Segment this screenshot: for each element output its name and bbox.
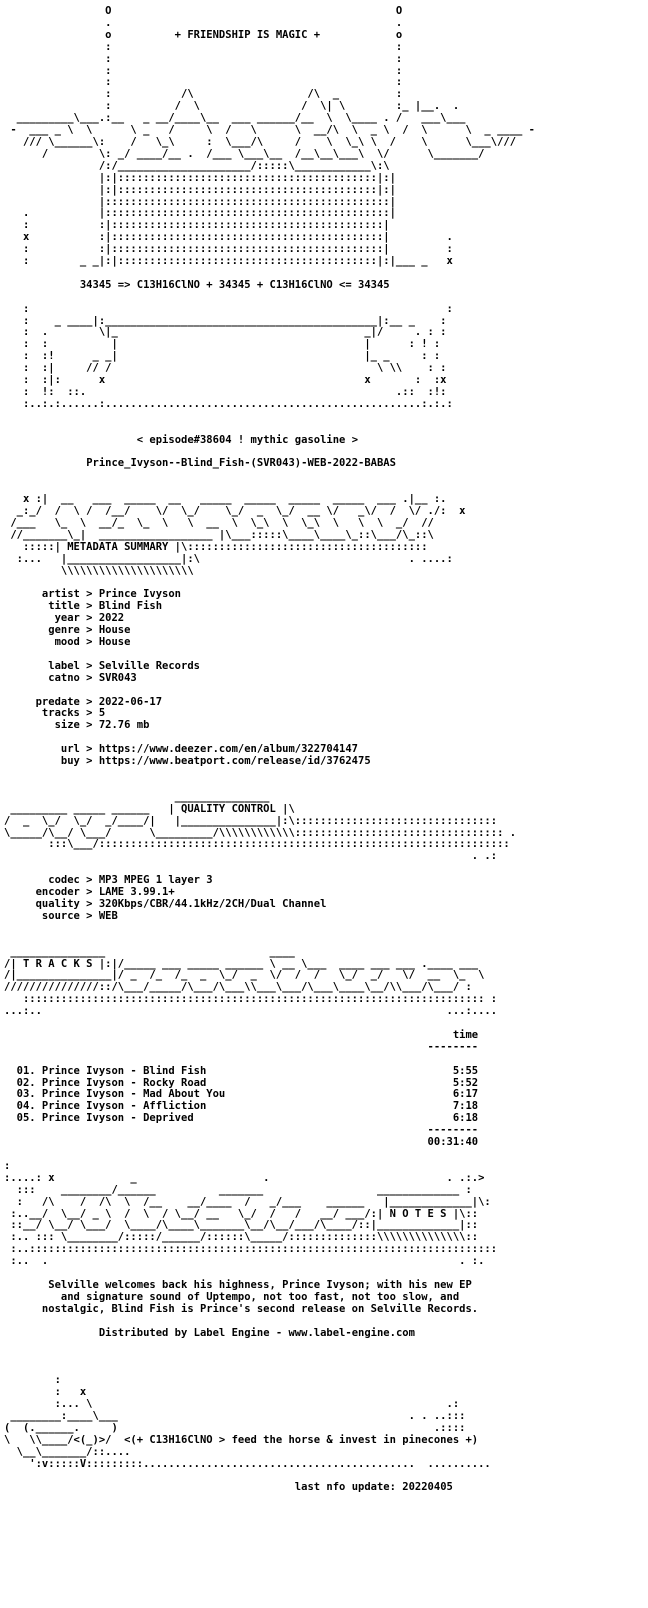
metadata-list: artist > Prince Ivyson title > Blind Fish year > 2022 genre > House mood > House label > Selville Records catno > SVR043 predate > 2022-06-17 tracks > 5 size > 72.76 mb url > https://www.deezer.com/en/album/322704147 buy > https://www.beatport.com/release/id/3762475	[35, 588, 371, 768]
distributed-line: Distributed by Label Engine - www.label-engine.com	[98, 1326, 415, 1339]
notes-text: Selville welcomes back his highness, Prince Ivyson; with his new EP and signature sound of Uptempo, not too fast, not too slow, and nostalgic, Blind Fish is Prince's second release on Selville Records.	[41, 1278, 479, 1315]
footer-tagline: \ \\____/<(_)>/ <(+ C13H16ClNO > feed the horse & invest in pinecones +)	[4, 1433, 479, 1446]
total-rule: --------	[4, 1124, 479, 1137]
last-update: last nfo update: 20220405	[294, 1481, 453, 1494]
footer-ascii-bottom: \__\_______/::.... ':v:::::V:::::::::........................................... ..........	[16, 1445, 491, 1470]
formula-line: 34345 => C13H16ClNO + 34345 + C13H16ClNO <= 34345	[79, 278, 390, 291]
tracks-section-header: _______________ ____ /| T R A C K S |:|/_____ ___ _____ ______ \ __ \___ ____ ___ ___ .____ ___ /|_______________|/ _ /_ /_ _ \_/ _ \/ / / \_/ _/ \/ __ \_ \ ///////////////::/\___/_____/\___/\___\\___\___/\___\____\__/\\___/\___/ : ::::::::::::::::::::::::::::::::::::::::::::::::::::::::::::::::::::::::: : ...:.. ...:....	[4, 945, 498, 1018]
quality-section-header: _______________ _________ _____ ______ | QUALITY CONTROL |\ / _ \_/ \_/ _/____/| |_______________|:\:::::::::::::::::::::::::::::::: \_____/\__/ \___/ \_________/\\\\\\\\\\\\::::::::::::::::::::::::::::::::: . :::\___/::::::::::::::::::::::::::::::::::::::::::::::::::::::::::::::::: . .:	[4, 790, 517, 863]
total-time: 00:31:40	[427, 1136, 479, 1149]
metadata-section-header: x :| __ ___ _____ __ _____ _____ _____ _____ ___ .|__ :. _:_/ / \ / /__/ \/ \_/ \_/ _ \_/ __ \/ _\/ / \/ ./: x /___ \_ \ __/_ \_ \ \ __ \ \_\ \ \_\ \ \ \ _/ // //_______\_| __________________ |\___:::::\____\____\_::\___/\_::\ :::::| METADATA SUMMARY |\:::::::::::::::::::::::::::::::::::::: :... |__________________|:\ . ....: \\\\\\\\\\\\\\\\\\\\\	[10, 493, 466, 577]
banner-ascii-art: O O . . o + FRIENDSHIP IS MAGIC + o : : : : : : : : : /\ /\ _ : : / \ / \| \ :_ |__. . _________\___.:__ _ __/____\__ ___ ______/__ \ \____ . / ___\___ - ___ _ \ \ \ _ / \ / \ \ __/\ \ _ \ / \ \ _ ____ - /// \______\: / \_\ : \___/\ / \ \_\ \ / \ \___\/// / \: _/ ____/__ . /___ \___\__ /__\__\___\ \/ \_______/ /:/_____________________/:::::\____________\:\ |:|:::::::::::::::::::::::::::::::::::::::::|:| |:|:::::::::::::::::::::::::::::::::::::::::|:| |:::::::::::::::::::::::::::::::::::::::::::::| . |:::::::::::::::::::::::::::::::::::::::::::::| : :|:::::::::::::::::::::::::::::::::::::::::::| x :|:::::::::::::::::::::::::::::::::::::::::::| . : :|:::::::::::::::::::::::::::::::::::::::::::| : : _ _|:|:::::::::::::::::::::::::::::::::::::::::|:|___ _ x	[10, 5, 536, 268]
track-list: 01. Prince Ivyson - Blind Fish 5:55 02. Prince Ivyson - Rocky Road 5:52 03. Prince Ivyson - Mad About You 6:17 04. Prince Ivyson - Affliction 7:18 05. Prince Ivyson - Deprived 6:18	[16, 1064, 479, 1125]
notes-section-header: : :....: x _ . . .:.> ::: ________/______ _______ _____________ : : /\ / /\ \ /__ __/____ / _/___ ______ |_____________|\: :..__/ \__/ _ \ / \ / \__/ __ \_/ / / __/ ___/:| N O T E S |\:: ::__/ \__/ \___/ \____/\____\_______\__/\__/___/\____/::|_____________|:: :.. ::: \________/:::::/______/::::::\_____/::::::::::::::\\\\\\\\\\\\\\:: :..:::::::::::::::::::::::::::::::::::::::::::::::::::::::::::::::::::::::::: :.. . . :.	[4, 1159, 498, 1268]
episode-line: < episode#38604 ! mythic gasoline >	[136, 433, 359, 446]
footer-ascii-art: : : x :... \ .: ________:____\___ . . ..::: ( (.______. ) .::::	[4, 1374, 466, 1434]
banner-lower-ascii-art: : : : _ ____|:___________________________________________|:__ _ : : . \|_ _|/ . : : : : | | : ! : : :! _ _| |_ _ : : : :| // / \ \\ : : : :|: x x : :x : !: ::. .:: :!: :..:.:......:..................................................:.:.:	[22, 302, 453, 410]
release-name: Prince_Ivyson--Blind_Fish-(SVR043)-WEB-2022-BABAS	[86, 457, 396, 470]
tracklist-header: time --------	[427, 1028, 479, 1053]
quality-list: codec > MP3 MPEG 1 layer 3 encoder > LAME 3.99.1+ quality > 320Kbps/CBR/44.1kHz/2CH/Dual Channel source > WEB	[35, 874, 327, 922]
